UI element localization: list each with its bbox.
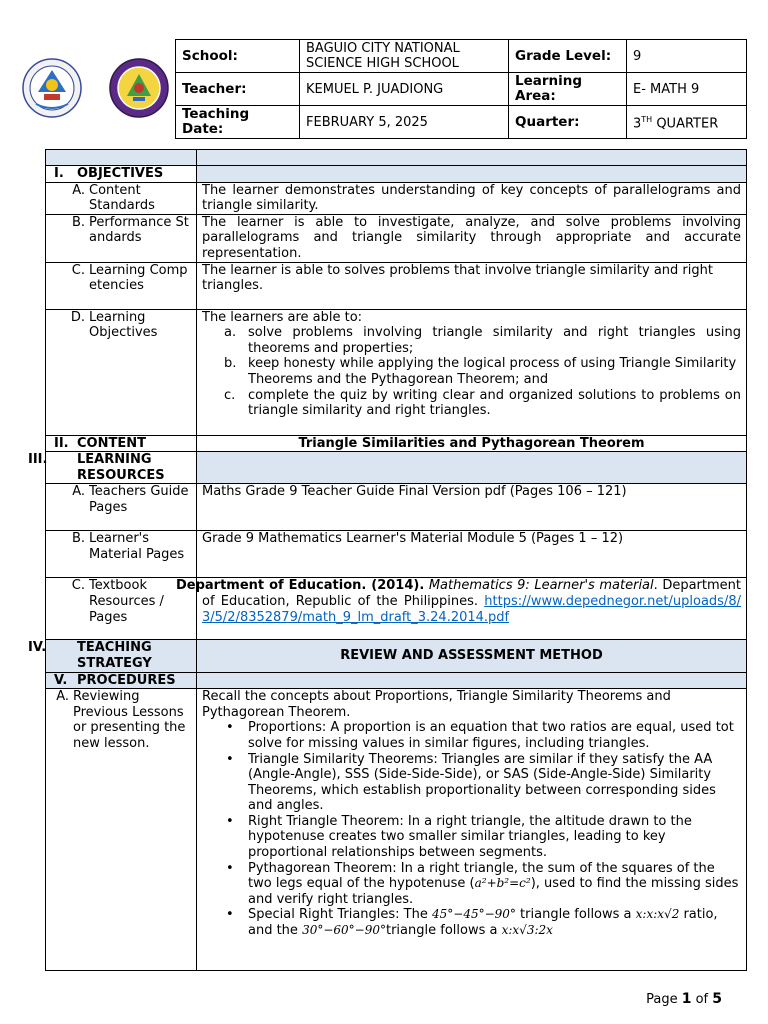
content-heading: II. CONTENT [46,435,197,452]
learning-objectives-text [197,309,747,435]
textbook-citation [176,578,747,640]
review-item-special-triangles: • Special Right Triangles: The 45°−45°−90° triangle follows a x:x:x√2 ratio, and the 30°−60°−90°triangle follows a x:x√3:2x [248,907,741,938]
blank-top-right [197,150,747,166]
reviewing-label: A. Reviewing Previous Lessons or presenting the new lesson. [46,689,197,971]
strategy-text: REVIEW AND ASSESSMENT METHOD [197,640,747,672]
logos [22,58,170,114]
performance-standards-text: The learner is able to investigate, analyze, and solve problems involving parallelograms and triangle similarity through appropriate and accurate representation. [197,214,747,262]
objective-item: b. keep honesty while applying the logical process of using Triangle Similarity Theorems and the Pythagorean Theorem; and [224,356,737,387]
performance-standards-label: B. Performance Standards [46,214,197,262]
review-item-right-triangle: • Right Triangle Theorem: In a right triangle, the altitude drawn to the hypotenuse creates two smaller similar triangles, leading to key proportional relationships between segments. [248,814,741,861]
review-item-similarity: • Triangle Similarity Theorems: Triangles are similar if they satisfy the AA (Angle-Angle), SSS (Side-Side-Side), or SAS (Side-Angle-Side) Similarity Theorems, which establish proportionality between corresponding sides and angles. [248,752,741,814]
strategy-heading: IV. TEACHING STRATEGY [46,640,197,672]
quarter-word: QUARTER [652,116,719,132]
deped-seal-icon [22,58,82,118]
date-label: Teaching Date: [176,106,300,139]
reviewing-text [197,689,747,971]
quarter-label: Quarter: [509,106,627,139]
content-standards-label: A. Content Standards [46,182,197,214]
review-item-pythagorean: • Pythagorean Theorem: In a right triangle, the sum of the squares of the two legs equal of the hypotenuse (a²+b²=c²), used to find the missing sides and verify right triangles. [248,861,741,908]
resources-heading-blank [197,452,747,484]
review-intro: Recall the concepts about Proportions, Triangle Similarity Theorems and Pythagorean Theorem. [202,689,671,720]
citation-title: Mathematics 9: Learner's material [428,578,654,594]
school-seal-icon [109,58,169,118]
content-topic: Triangle Similarities and Pythagorean Theorem [197,435,747,452]
area-value: E- MATH 9 [627,73,747,106]
area-label: Learning Area: [509,73,627,106]
quarter-value [627,106,747,139]
citation-author: Department of Education. (2014). [176,578,425,594]
page-number: 1 [681,991,692,1007]
blank-top-left [46,150,197,166]
quarter-num: 3 [633,116,642,132]
grade-label: Grade Level: [509,40,627,73]
objective-item: c. complete the quiz by writing clear and organized solutions to problems on triangle similarity and right triangles. [224,387,741,419]
review-item-proportions: • Proportions: A proportion is an equation that two ratios are equal, used tot solve for missing values in similar figures, including triangles. [248,720,741,751]
citation-link[interactable]: https://www.depednegor.net/uploads/8/3/5/2/8352879/math_9_lm_draft_3.24.2014.pdf [202,593,741,625]
learning-objectives-list [202,325,741,419]
learners-material-label: B. Learner's Material Pages [46,531,197,578]
lesson-plan-table [28,149,747,971]
learning-competencies-label: C. Learning Competencies [46,262,197,309]
grade-value: 9 [627,40,747,73]
content-standards-text: The learner demonstrates understanding of key concepts of parallelograms and triangle similarity. [197,182,747,214]
textbook-label: C. Textbook Resources / Pages [46,578,197,640]
quarter-sup: TH [641,115,653,125]
school-value: BAGUIO CITY NATIONAL SCIENCE HIGH SCHOOL [300,40,509,73]
learners-material-text: Grade 9 Mathematics Learner's Material Module 5 (Pages 1 – 12) [197,531,747,578]
procedures-heading: V. PROCEDURES [46,672,197,689]
page-footer: Page 1 of 5 [646,991,722,1007]
date-value: FEBRUARY 5, 2025 [300,106,509,139]
page-total: 5 [712,991,722,1007]
teachers-guide-text: Maths Grade 9 Teacher Guide Final Version pdf (Pages 106 – 121) [197,484,747,531]
learning-objectives-label: D. Learning Objectives [46,309,197,435]
objective-item: a. solve problems involving triangle similarity and right triangles using theorems and properties; [224,325,741,356]
teachers-guide-label: A. Teachers Guide Pages [46,484,197,531]
objectives-heading: I. OBJECTIVES [46,166,197,183]
objectives-heading-blank [197,166,747,183]
learning-objectives-intro: The learners are able to: [202,309,363,325]
resources-heading: III. LEARNING RESOURCES [46,452,197,484]
review-list [202,720,741,938]
pythagorean-equation: a²+b²=c² [474,876,531,891]
header-table [175,39,747,139]
procedures-heading-blank [197,672,747,689]
teacher-label: Teacher: [176,73,300,106]
school-label: School: [176,40,300,73]
learning-competencies-text: The learner is able to solves problems that involve triangle similarity and right triangles. [197,262,747,309]
citation-publisher: . Department of Education, Republic of the Philippines. [202,578,741,609]
teacher-value: KEMUEL P. JUADIONG [300,73,509,106]
